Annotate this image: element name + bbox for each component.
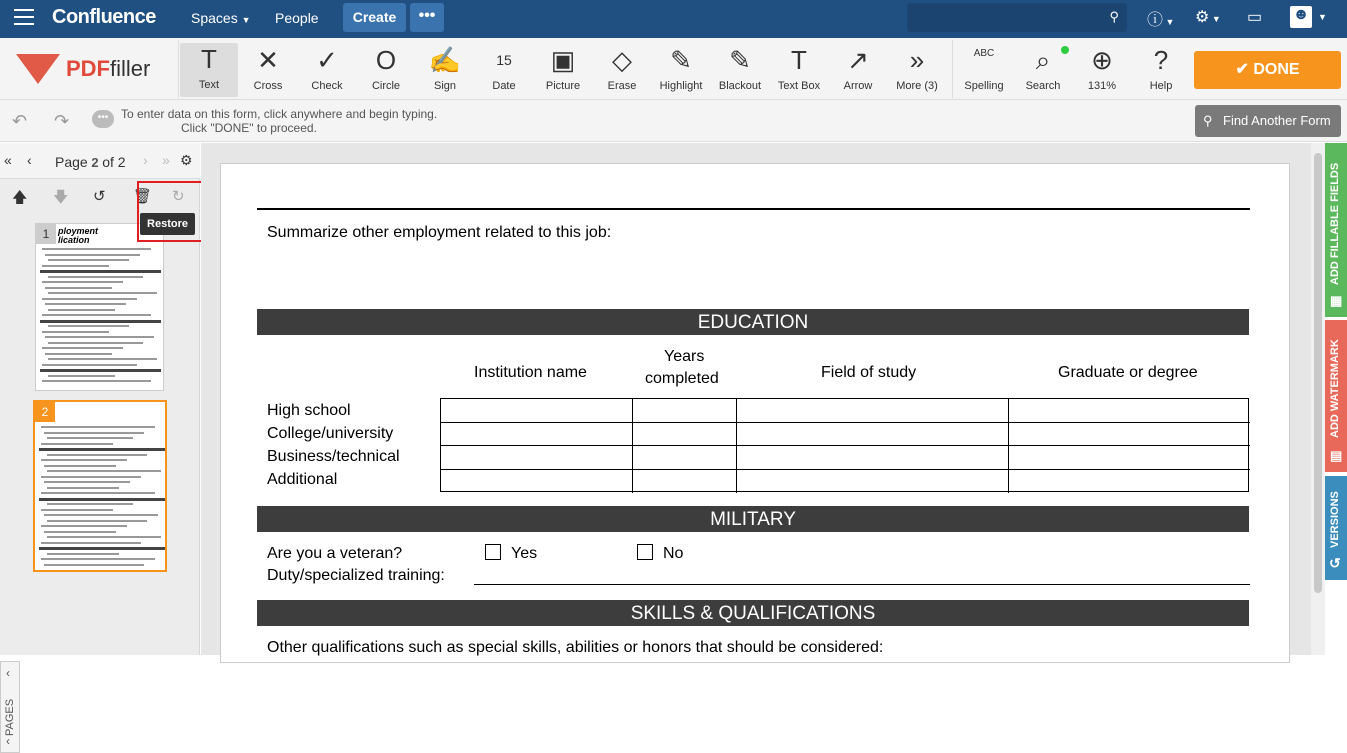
find-label: Find Another Form: [1223, 113, 1331, 128]
tool-more[interactable]: [888, 44, 946, 96]
tool-label: 131%: [1087, 80, 1117, 92]
spelling-icon: ABC: [973, 48, 995, 59]
page-total: of 2: [102, 154, 126, 170]
thumb-line: [44, 465, 116, 467]
education-cell[interactable]: [1009, 399, 1250, 423]
notifications-icon[interactable]: ▭: [1247, 9, 1263, 26]
education-cell[interactable]: [1009, 423, 1250, 447]
help-icon: ?: [1153, 45, 1169, 75]
education-cell[interactable]: [633, 399, 737, 423]
tool-textbox[interactable]: [770, 44, 828, 96]
col-institution: Institution name: [474, 364, 587, 381]
chevron-left-icon[interactable]: ‹: [6, 734, 10, 748]
row-label: College/university: [267, 425, 394, 442]
help-icon[interactable]: ⓘ ▼: [1147, 12, 1175, 29]
redo-icon[interactable]: ↷: [54, 111, 70, 131]
thumb-line: [41, 542, 141, 544]
thumb-line: [40, 270, 161, 273]
duty-field[interactable]: [474, 584, 1250, 585]
page-thumbnail-1[interactable]: [35, 223, 164, 391]
thumb-line: [42, 331, 109, 333]
tool-label: Help: [1149, 80, 1173, 92]
editor-toolbar: [0, 38, 1347, 100]
tool-label: Text: [198, 79, 220, 91]
versions-tab[interactable]: [1325, 476, 1347, 580]
thumb-line: [41, 426, 155, 428]
thumb-line: [47, 470, 161, 472]
nav-spaces[interactable]: [191, 10, 251, 26]
thumb-line: [47, 536, 161, 538]
row-label: Additional: [267, 471, 338, 488]
thumb-line: [48, 375, 115, 377]
tool-label: Highlight: [659, 80, 703, 92]
next-page-icon[interactable]: ›: [143, 152, 148, 168]
document-viewport[interactable]: [201, 143, 1311, 655]
zoom-icon: ⊕: [1091, 45, 1113, 75]
pdffiller-logo-mark: [16, 54, 60, 84]
pages-tab[interactable]: [0, 661, 20, 753]
tool-help[interactable]: [1132, 44, 1190, 96]
thumb-line: [45, 353, 112, 355]
thumb-line: [48, 309, 115, 311]
tool-blackout[interactable]: [711, 44, 769, 96]
textbox-icon: T: [791, 45, 807, 75]
no-checkbox[interactable]: [637, 544, 653, 560]
thumb-line: [44, 531, 116, 533]
tool-zoom[interactable]: [1073, 44, 1131, 96]
thumb-line: [42, 265, 109, 267]
thumb-line: [47, 503, 133, 505]
watermark-label: ADD WATERMARK: [1329, 339, 1341, 438]
thumb-line: [44, 514, 158, 516]
done-label: DONE: [1253, 61, 1300, 78]
search-icon: ⚲: [1109, 9, 1119, 24]
fillable-icon: ▦: [1330, 293, 1343, 308]
first-page-icon[interactable]: «: [4, 152, 12, 168]
thumb-line: [39, 448, 165, 451]
tool-text[interactable]: [180, 43, 238, 97]
prev-page-icon[interactable]: ‹: [27, 152, 32, 168]
tool-sign[interactable]: [416, 44, 474, 96]
rotate-icon[interactable]: ↺: [93, 188, 106, 205]
tool-label: Blackout: [718, 80, 762, 92]
move-up-icon[interactable]: 🡅: [12, 189, 28, 206]
confluence-header: [0, 0, 1347, 38]
thumb-line: [45, 254, 140, 256]
tool-date[interactable]: [475, 44, 533, 96]
done-button[interactable]: ✔ DONE: [1194, 51, 1341, 89]
toolbar-divider: [178, 40, 179, 98]
thumb-number: 1: [36, 224, 56, 244]
erase-icon: ◇: [612, 45, 632, 75]
last-page-icon[interactable]: »: [162, 152, 170, 168]
thumb-line: [47, 454, 147, 456]
tool-highlight[interactable]: [652, 44, 710, 96]
thumb-line: [41, 476, 141, 478]
thumb-line: [42, 281, 123, 283]
section-skills: SKILLS & QUALIFICATIONS: [257, 600, 1249, 626]
tool-cross[interactable]: [239, 44, 297, 96]
nav-people[interactable]: People: [275, 10, 319, 26]
thumb-line: [48, 292, 157, 294]
rule: [257, 208, 1250, 210]
toolbar-divider: [952, 40, 953, 98]
thumb-line: [40, 369, 161, 372]
more-button[interactable]: •••: [410, 3, 444, 32]
thumb-line: [40, 320, 161, 323]
tool-spelling[interactable]: [955, 44, 1013, 96]
section-military: MILITARY: [257, 506, 1249, 532]
avatar[interactable]: ☻: [1290, 6, 1312, 28]
col-field: Field of study: [821, 364, 917, 381]
add-watermark-tab[interactable]: [1325, 320, 1347, 472]
education-cell[interactable]: [1009, 470, 1250, 494]
page-indicator: [55, 154, 126, 170]
section-education: EDUCATION: [257, 309, 1249, 335]
cross-icon: ✕: [257, 45, 279, 75]
thumb-title: ployment: [58, 226, 99, 236]
tool-label: Sign: [433, 80, 457, 92]
tool-check[interactable]: [298, 44, 356, 96]
fillable-label: ADD FILLABLE FIELDS: [1329, 162, 1341, 285]
thumb-line: [41, 443, 113, 445]
tool-label: Text Box: [777, 80, 821, 92]
more-icon: »: [909, 45, 925, 75]
thumb-line: [44, 481, 130, 483]
education-cell[interactable]: [441, 446, 633, 470]
info-message: To enter data on this form, click anywhere and begin typing.: [121, 107, 438, 121]
pages-tab-label: PAGES: [4, 698, 16, 736]
thumb-line: [45, 287, 112, 289]
move-down-icon[interactable]: 🡇: [53, 189, 69, 206]
other-quals-label: Other qualifications such as special skills, abilities or honors that should be considered:: [267, 639, 884, 656]
chevron-left-icon[interactable]: ‹: [6, 666, 10, 680]
tool-label: Spelling: [964, 80, 1004, 92]
no-label: No: [663, 545, 684, 562]
versions-label: VERSIONS: [1329, 491, 1341, 548]
yes-checkbox[interactable]: [485, 544, 501, 560]
thumb-line: [44, 432, 144, 434]
thumb-line: [47, 487, 119, 489]
tool-label: Search: [1025, 80, 1061, 92]
thumb-line: [42, 380, 151, 382]
education-cell[interactable]: [441, 423, 633, 447]
sign-icon: ✍: [428, 45, 462, 75]
menu-icon[interactable]: [14, 9, 34, 25]
arrow-icon: ↗: [847, 45, 869, 75]
gear-icon[interactable]: ⚙ ▼: [1195, 9, 1221, 26]
chevron-down-icon: ▼: [241, 15, 251, 25]
thumb-line: [44, 564, 144, 566]
circle-icon: O: [375, 45, 397, 75]
chat-bubble-icon: •••: [92, 110, 114, 128]
education-cell[interactable]: [633, 423, 737, 447]
thumb-line: [48, 325, 129, 327]
tool-label: More (3): [896, 80, 938, 92]
thumb-line: [41, 525, 127, 527]
pdffiller-logo: [16, 52, 176, 86]
thumb-line: [41, 492, 155, 494]
thumb-line: [48, 276, 143, 278]
trash-icon[interactable]: 🗑: [133, 188, 153, 205]
tool-circle[interactable]: [357, 44, 415, 96]
thumb-line: [39, 547, 165, 550]
check-icon: ✓: [316, 45, 338, 75]
thumb-line: [42, 314, 151, 316]
logo-brand: PDF: [66, 56, 110, 81]
blackout-icon: ✎: [729, 45, 751, 75]
education-cell[interactable]: [633, 470, 737, 494]
education-table: [440, 398, 1249, 492]
education-cell[interactable]: [633, 446, 737, 470]
yes-label: Yes: [511, 545, 538, 562]
thumb-line: [48, 342, 143, 344]
thumb-line: [42, 298, 137, 300]
tool-label: Check: [311, 80, 343, 92]
col-degree: Graduate or degree: [1058, 364, 1198, 381]
undo-icon[interactable]: ↶: [12, 111, 28, 131]
education-cell[interactable]: [441, 399, 633, 423]
watermark-icon: ▤: [1330, 448, 1343, 463]
tool-label: Picture: [545, 80, 581, 92]
summarize-label: Summarize other employment related to this job:: [267, 224, 612, 241]
thumb-line: [42, 248, 151, 250]
education-cell[interactable]: [737, 470, 1009, 494]
restore-icon[interactable]: ↻: [172, 188, 185, 205]
thumb-line: [48, 358, 157, 360]
thumb-line: [45, 336, 154, 338]
duty-label: Duty/specialized training:: [267, 567, 445, 584]
education-cell[interactable]: [737, 423, 1009, 447]
tool-label: Cross: [253, 80, 283, 92]
gear-icon[interactable]: ⚙: [180, 152, 193, 168]
search-input[interactable]: [907, 3, 1127, 32]
thumb-line: [45, 303, 126, 305]
scrollbar-thumb[interactable]: [1314, 153, 1322, 593]
add-fillable-fields-tab[interactable]: [1325, 143, 1347, 317]
tool-label: Erase: [607, 80, 637, 92]
education-cell[interactable]: [441, 470, 633, 494]
info-message-2: Click "DONE" to proceed.: [181, 121, 317, 135]
chevron-down-icon[interactable]: ▼: [1318, 12, 1327, 22]
education-cell[interactable]: [1009, 446, 1250, 470]
text-icon: T: [201, 44, 217, 74]
page-navigator: [0, 143, 200, 179]
tool-erase[interactable]: [593, 44, 651, 96]
thumb-title-2: lication: [58, 235, 90, 245]
info-bar: [0, 100, 1347, 142]
highlight-icon: ✎: [670, 45, 692, 75]
thumb-line: [41, 558, 155, 560]
page-label: Page: [55, 154, 88, 170]
restore-tooltip: Restore: [140, 213, 195, 235]
thumb-line: [41, 459, 127, 461]
history-icon: ↺: [1329, 555, 1341, 571]
find-another-form-button[interactable]: [1195, 105, 1341, 137]
thumb-line: [47, 553, 119, 555]
thumb-line: [39, 498, 165, 501]
thumb-line: [42, 347, 123, 349]
veteran-label: Are you a veteran?: [267, 545, 403, 562]
row-label: High school: [267, 402, 351, 419]
thumb-line: [42, 364, 137, 366]
tool-label: Circle: [371, 80, 401, 92]
tool-label: Arrow: [843, 80, 873, 92]
tool-picture[interactable]: [534, 44, 592, 96]
thumb-line: [41, 509, 113, 511]
thumb-line: [47, 520, 147, 522]
current-page[interactable]: 2: [91, 155, 99, 170]
col-years: Years: [664, 348, 705, 365]
search-icon: ⌕: [1035, 45, 1051, 75]
thumb-line: [48, 259, 129, 261]
scrollbar[interactable]: [1311, 143, 1325, 655]
education-cell[interactable]: [737, 446, 1009, 470]
confluence-logo[interactable]: Confluence: [52, 6, 156, 28]
page-thumbnail-2[interactable]: [33, 400, 167, 572]
nav-spaces-label: Spaces: [191, 10, 238, 26]
document-page[interactable]: [220, 163, 1290, 663]
tool-label: Date: [492, 80, 516, 92]
row-label: Business/technical: [267, 448, 400, 465]
search-icon: ⚲: [1203, 113, 1213, 128]
tool-arrow[interactable]: [829, 44, 887, 96]
thumb-line: [47, 437, 133, 439]
thumb-number: 2: [35, 402, 55, 422]
logo-rest: filler: [110, 56, 151, 81]
education-cell[interactable]: [737, 399, 1009, 423]
col-years-2: completed: [645, 370, 719, 387]
picture-icon: ▣: [550, 45, 576, 75]
create-button[interactable]: Create: [343, 3, 406, 32]
status-dot: [1061, 46, 1069, 54]
date-icon: 15: [496, 52, 512, 68]
